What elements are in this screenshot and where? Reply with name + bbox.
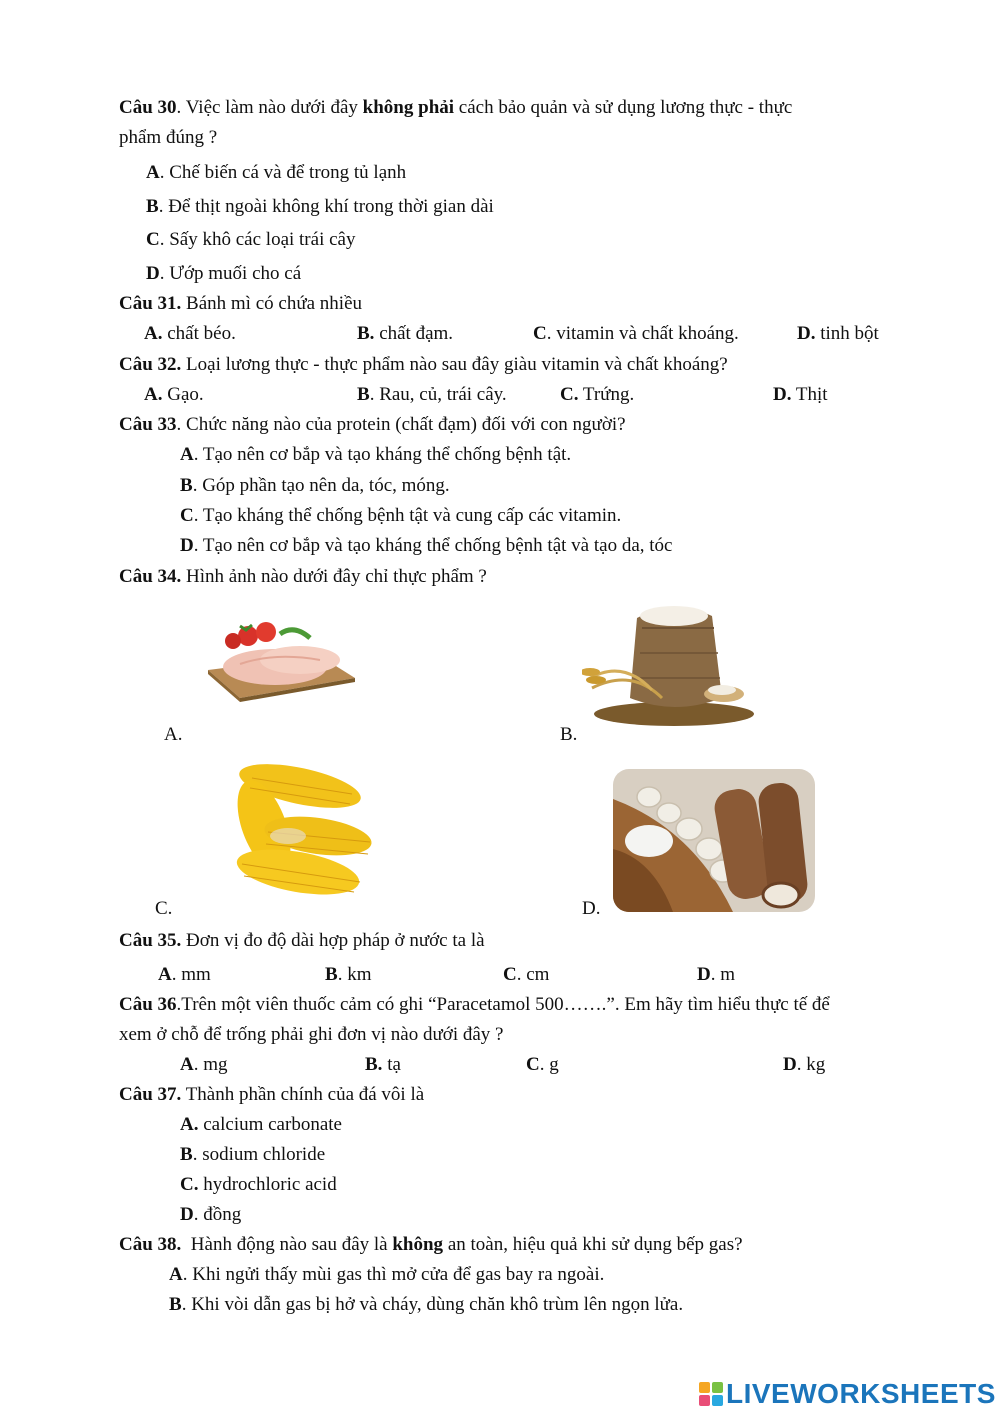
q31-option-c[interactable]: C. vitamin và chất khoáng. — [533, 323, 739, 344]
q32-option-a[interactable]: A. Gạo. — [144, 384, 204, 405]
q30-number: Câu 30 — [119, 97, 177, 118]
q30-text-a: . Việc làm nào dưới đây — [176, 97, 363, 118]
q31-option-d[interactable]: D. tinh bột — [797, 323, 879, 344]
q37-question: Câu 37. Thành phần chính của đá vôi là — [119, 1084, 425, 1105]
cassava-image[interactable] — [613, 769, 815, 912]
q34-number: Câu 34. — [119, 566, 182, 587]
chicken-breast-image[interactable] — [200, 612, 360, 702]
q33-option-b[interactable]: B. Góp phần tạo nên da, tóc, móng. — [180, 475, 450, 496]
q37-option-b[interactable]: B. sodium chloride — [180, 1144, 326, 1165]
q34-label-a[interactable]: A. — [164, 724, 183, 745]
q32-option-d[interactable]: D. Thịt — [773, 384, 828, 405]
q30-option-c[interactable]: C. Sấy khô các loại trái cây — [146, 229, 356, 250]
q30-option-d[interactable]: D. Ướp muối cho cá — [146, 263, 302, 284]
q36-option-b[interactable]: B. tạ — [365, 1054, 401, 1075]
q33-option-a[interactable]: A. Tạo nên cơ bắp và tạo kháng thể chống bệnh tật. — [180, 444, 572, 465]
q36-line2: xem ở chỗ để trống phải ghi đơn vị nào dưới đây ? — [119, 1024, 504, 1045]
q36-option-c[interactable]: C. g — [526, 1054, 559, 1075]
q35-question: Câu 35. Đơn vị đo độ dài hợp pháp ở nước ta là — [119, 930, 485, 951]
q31-option-b[interactable]: B. chất đạm. — [357, 323, 454, 344]
q34-question: Câu 34. Hình ảnh nào dưới đây chỉ thực phẩm ? — [119, 566, 487, 587]
q32-option-b[interactable]: B. Rau, củ, trái cây. — [357, 384, 507, 405]
q33-option-c[interactable]: C. Tạo kháng thể chống bệnh tật và cung cấp các vitamin. — [180, 505, 622, 526]
q33-number: Câu 33 — [119, 414, 177, 435]
q38-number: Câu 38. — [119, 1234, 182, 1255]
q36-line1: Câu 36.Trên một viên thuốc cảm có ghi “Paracetamol 500…….”. Em hãy tìm hiểu thực tế để — [119, 994, 830, 1015]
q38-emphasis: không — [392, 1234, 444, 1255]
q30-line1 — [119, 96, 792, 120]
q30-line2: phẩm đúng ? — [119, 127, 218, 148]
q36-option-a[interactable]: A. mg — [180, 1054, 228, 1075]
q35-option-d[interactable]: D. m — [697, 964, 736, 985]
q36-number: Câu 36 — [119, 994, 177, 1015]
q34-label-c[interactable]: C. — [155, 898, 173, 919]
flour-sack-image[interactable] — [582, 598, 760, 728]
q38-question: Câu 38. Hành động nào sau đây là không an toàn, hiệu quả khi sử dụng bếp gas? — [119, 1234, 743, 1255]
q38-option-b[interactable]: B. Khi vòi dẫn gas bị hở và cháy, dùng chăn khô trùm lên ngọn lửa. — [169, 1294, 684, 1315]
q30-text-b: cách bảo quản và sử dụng lương thực - thực — [454, 97, 793, 118]
q33-option-d[interactable]: D. Tạo nên cơ bắp và tạo kháng thể chống bệnh tật và tạo da, tóc — [180, 535, 673, 556]
q33-question: Câu 33. Chức năng nào của protein (chất đạm) đối với con người? — [119, 414, 626, 435]
q31-question: Câu 31. Bánh mì có chứa nhiều — [119, 293, 363, 314]
q35-option-a[interactable]: A. mm — [158, 964, 211, 985]
q30-emphasis: không phải — [362, 97, 455, 118]
q35-number: Câu 35. — [119, 930, 182, 951]
starch-bowl-shape — [625, 825, 673, 857]
q37-option-c[interactable]: C. hydrochloric acid — [180, 1174, 337, 1195]
q37-number: Câu 37. — [119, 1084, 182, 1105]
flour-shape — [640, 606, 708, 626]
q30-option-b[interactable]: B. Để thịt ngoài không khí trong thời gian dài — [146, 196, 494, 217]
q37-option-a[interactable]: A. calcium carbonate — [180, 1114, 342, 1135]
corn-image[interactable] — [222, 750, 382, 905]
q30-option-a[interactable]: A. Chế biến cá và để trong tủ lạnh — [146, 162, 407, 183]
q34-label-b[interactable]: B. — [560, 724, 578, 745]
q35-option-b[interactable]: B. km — [325, 964, 372, 985]
q35-option-c[interactable]: C. cm — [503, 964, 550, 985]
liveworksheets-logo[interactable] — [698, 1378, 996, 1410]
liveworksheets-logo-text: LIVEWORKSHEETS — [726, 1378, 996, 1409]
q38-option-a[interactable]: A. Khi ngửi thấy mùi gas thì mở cửa để gas bay ra ngoài. — [169, 1264, 605, 1285]
liveworksheets-logo-icon — [698, 1381, 724, 1407]
q36-option-d[interactable]: D. kg — [783, 1054, 826, 1075]
q31-option-a[interactable]: A. chất béo. — [144, 323, 236, 344]
q32-option-c[interactable]: C. Trứng. — [560, 384, 635, 405]
q31-number: Câu 31. — [119, 293, 182, 314]
q32-number: Câu 32. — [119, 354, 182, 375]
q37-option-d[interactable]: D. đồng — [180, 1204, 242, 1225]
q32-question: Câu 32. Loại lương thực - thực phẩm nào sau đây giàu vitamin và chất khoáng? — [119, 354, 728, 375]
q34-label-d[interactable]: D. — [582, 898, 601, 919]
